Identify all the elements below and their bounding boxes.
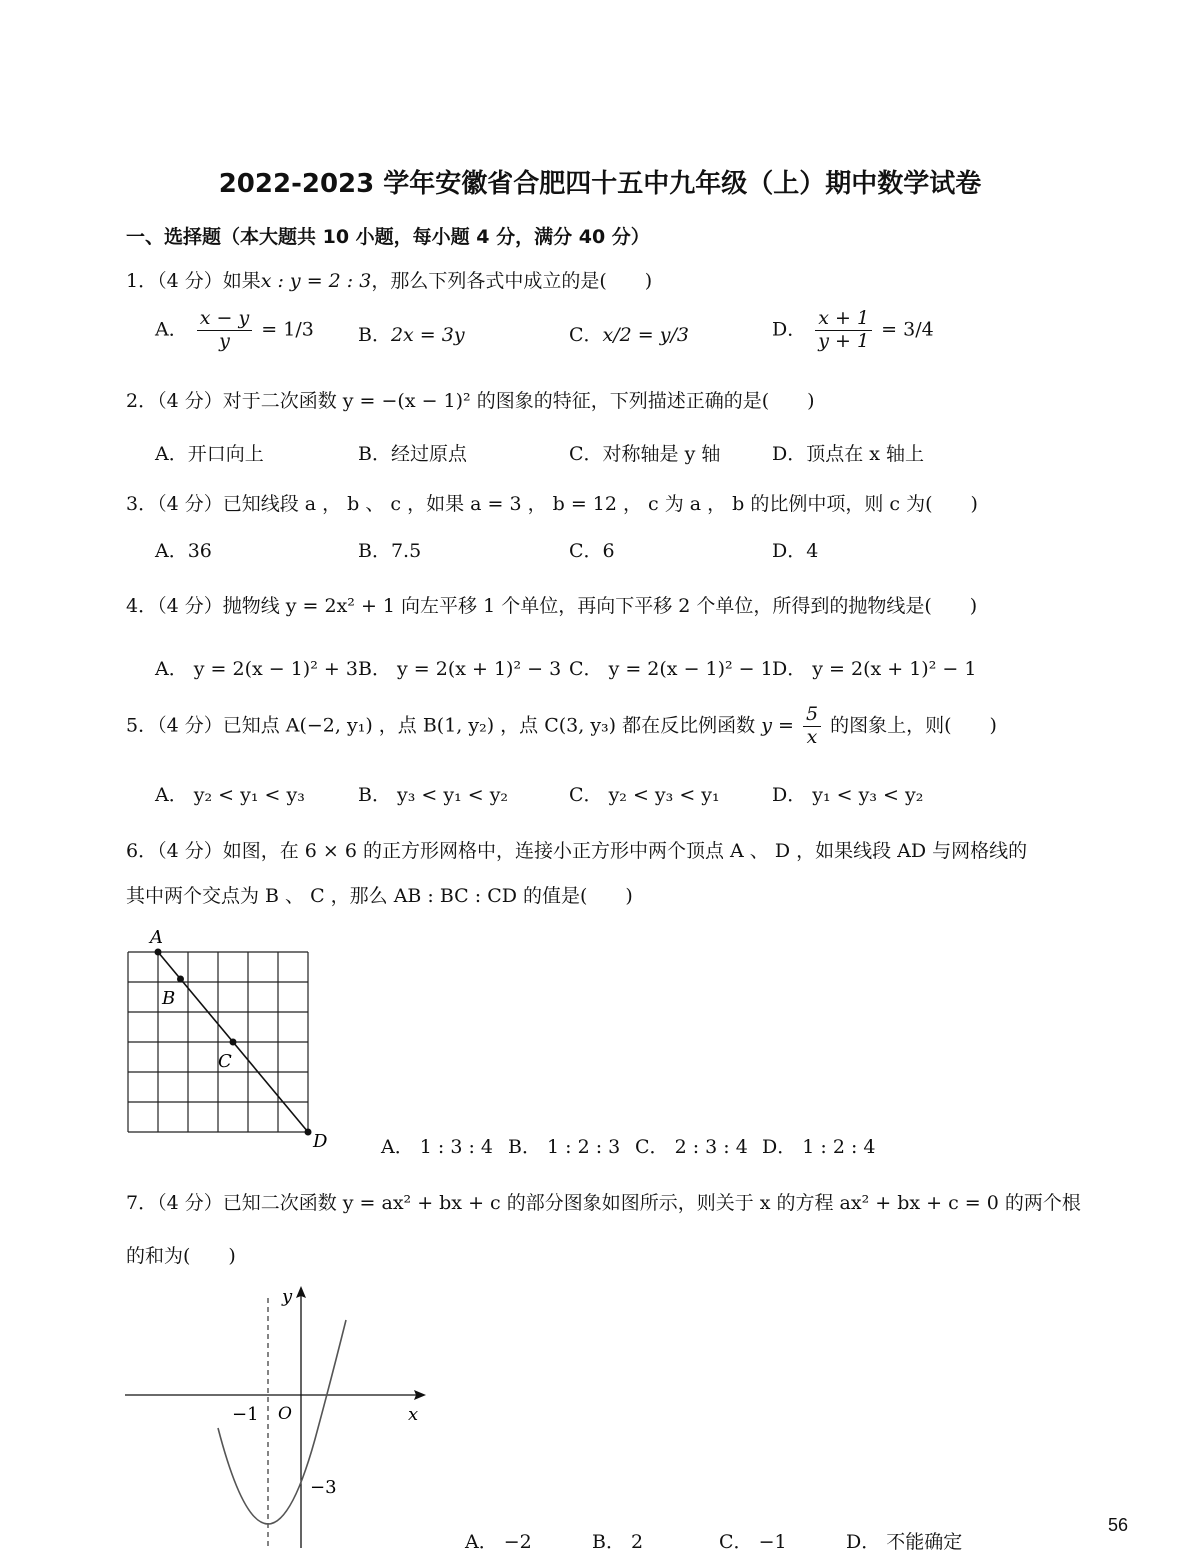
point-b xyxy=(177,976,184,983)
q5-option-d[interactable]: D． y₁ < y₃ < y₂ xyxy=(772,784,924,806)
question-1-stem: 1．（4 分）如果x : y = 2 : 3，那么下列各式中成立的是( ) xyxy=(126,270,653,292)
page-title: 2022-2023 学年安徽省合肥四十五中九年级（上）期中数学试卷 xyxy=(218,169,982,199)
grid-figure xyxy=(110,925,340,1155)
question-7-stem-line2: 的和为( ) xyxy=(126,1245,236,1267)
q5-option-c[interactable]: C． y₂ < y₃ < y₁ xyxy=(569,784,720,806)
parabola-figure xyxy=(120,1280,440,1550)
q2-option-d[interactable]: D．顶点在 x 轴上 xyxy=(772,443,925,465)
q3-option-a[interactable]: A．36 xyxy=(155,540,212,562)
grid-lines xyxy=(128,952,308,1132)
q3-option-d[interactable]: D．4 xyxy=(772,540,819,562)
label-y: y xyxy=(282,1286,293,1307)
question-6-stem-line1: 6．（4 分）如图，在 6 × 6 的正方形网格中，连接小正方形中两个顶点 A 、 D ，如果线段 AD 与网格线的 xyxy=(126,840,1028,862)
q4-option-c[interactable]: C． y = 2(x − 1)² − 1 xyxy=(569,658,773,680)
label-b: B xyxy=(162,988,176,1009)
point-c xyxy=(230,1039,237,1046)
question-2-stem: 2．（4 分）对于二次函数 y = −(x − 1)² 的图象的特征，下列描述正确的是( ) xyxy=(126,390,815,412)
question-6-stem-line2: 其中两个交点为 B 、 C ，那么 AB : BC : CD 的值是( ) xyxy=(126,885,633,907)
q1-option-a[interactable]: A． $\frac{x - y}{y}$ = 1/3 xyxy=(155,307,314,352)
q2-option-c[interactable]: C．对称轴是 y 轴 xyxy=(569,443,721,465)
point-d xyxy=(305,1129,312,1136)
q7-option-b[interactable]: B． 2 xyxy=(592,1531,644,1553)
label-a: A xyxy=(150,927,163,948)
q6-option-a[interactable]: A． 1 : 3 : 4 xyxy=(381,1136,493,1158)
q4-option-b[interactable]: B． y = 2(x + 1)² − 3 xyxy=(358,658,562,680)
q5-option-b[interactable]: B． y₃ < y₁ < y₂ xyxy=(358,784,509,806)
q3-option-c[interactable]: C．6 xyxy=(569,540,615,562)
q4-option-d[interactable]: D． y = 2(x + 1)² − 1 xyxy=(772,658,977,680)
label-origin: O xyxy=(278,1404,292,1424)
q7-option-c[interactable]: C． −1 xyxy=(719,1531,787,1553)
q1-option-c[interactable]: C．x/2 = y/3 xyxy=(569,324,689,346)
q6-option-c[interactable]: C． 2 : 3 : 4 xyxy=(635,1136,748,1158)
page-number: 56 xyxy=(1107,1515,1128,1535)
question-7-stem-line1: 7．（4 分）已知二次函数 y = ax² + bx + c 的部分图象如图所示，则关于 x 的方程 ax² + bx + c = 0 的两个根 xyxy=(126,1192,1081,1214)
q2-option-b[interactable]: B．经过原点 xyxy=(358,443,467,465)
q5-option-a[interactable]: A． y₂ < y₁ < y₃ xyxy=(155,784,305,806)
q3-option-b[interactable]: B．7.5 xyxy=(358,540,422,562)
question-4-stem: 4．（4 分）抛物线 y = 2x² + 1 向左平移 1 个单位，再向下平移 2 个单位，所得到的抛物线是( ) xyxy=(126,595,978,617)
label-minus-1: −1 xyxy=(232,1404,259,1425)
q1-option-b[interactable]: B．2x = 3y xyxy=(358,324,465,346)
label-d: D xyxy=(313,1131,328,1152)
q2-option-a[interactable]: A．开口向上 xyxy=(155,443,264,465)
question-3-stem: 3．（4 分）已知线段 a ， b 、 c ，如果 a = 3 ， b = 12 ， c 为 a ， b 的比例中项，则 c 为( ) xyxy=(126,493,978,515)
question-5-stem: 5．（4 分）已知点 A(−2, y₁) ，点 B(1, y₂) ，点 C(3, y₃) 都在反比例函数 y = $\frac{5}{x}$ 的图象上，则( ) xyxy=(126,703,997,748)
label-x: x xyxy=(408,1404,419,1425)
point-a xyxy=(155,949,162,956)
q1-option-d[interactable]: D． $\frac{x + 1}{y + 1}$ = 3/4 xyxy=(772,307,934,352)
q7-option-a[interactable]: A． −2 xyxy=(465,1531,532,1553)
label-minus-3: −3 xyxy=(310,1477,337,1498)
label-c: C xyxy=(218,1051,232,1072)
q6-option-d[interactable]: D． 1 : 2 : 4 xyxy=(762,1136,876,1158)
q4-option-a[interactable]: A． y = 2(x − 1)² + 3 xyxy=(155,658,358,680)
q6-option-b[interactable]: B． 1 : 2 : 3 xyxy=(508,1136,621,1158)
q7-option-d[interactable]: D． 不能确定 xyxy=(846,1531,963,1553)
section-heading: 一、选择题（本大题共 10 小题，每小题 4 分，满分 40 分） xyxy=(126,226,650,248)
